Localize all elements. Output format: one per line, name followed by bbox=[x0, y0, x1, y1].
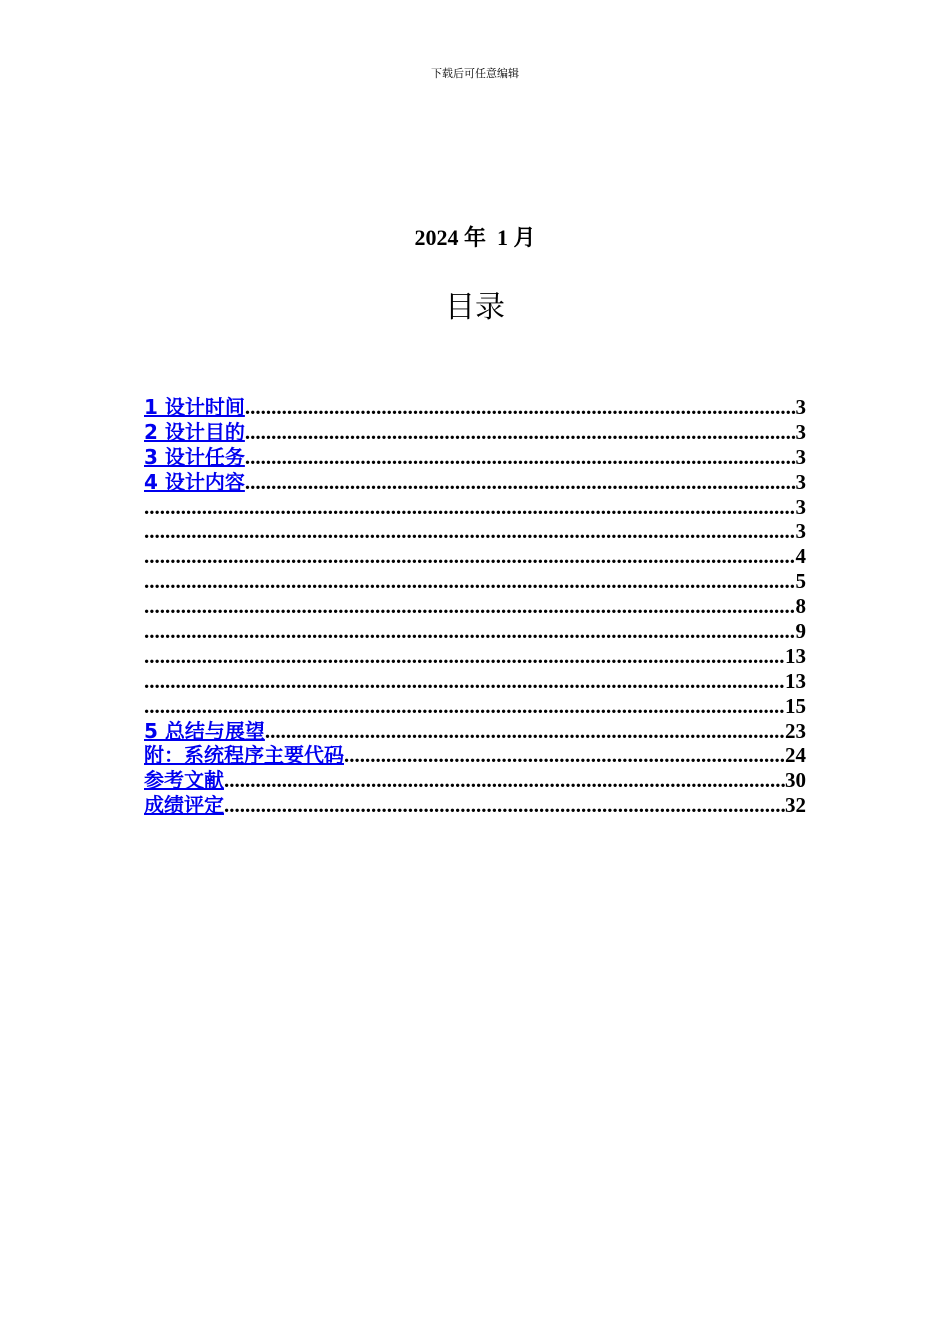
toc-leader bbox=[144, 644, 785, 669]
toc-page-number: 32 bbox=[785, 793, 806, 818]
toc-page-number: 30 bbox=[785, 768, 806, 793]
toc-leader bbox=[144, 669, 785, 694]
toc-entry[interactable] bbox=[144, 569, 806, 594]
toc-page-number: 8 bbox=[795, 594, 806, 619]
toc-entry[interactable] bbox=[144, 644, 806, 669]
toc-leader bbox=[144, 569, 796, 594]
toc-entry[interactable] bbox=[144, 544, 806, 569]
toc-leader bbox=[224, 768, 785, 793]
toc-entry[interactable] bbox=[144, 669, 806, 694]
toc-page-number: 15 bbox=[785, 693, 806, 718]
toc-entry-link[interactable]: 成绩评定 bbox=[144, 793, 224, 818]
toc-leader bbox=[144, 594, 796, 619]
toc-leader bbox=[144, 694, 785, 719]
toc-leader bbox=[144, 544, 796, 569]
toc-page-number: 13 bbox=[785, 668, 806, 693]
toc-leader bbox=[265, 719, 785, 744]
toc-entry[interactable] bbox=[144, 445, 806, 470]
toc-entry-link[interactable]: 参考文献 bbox=[144, 768, 224, 793]
toc-page-number: 4 bbox=[795, 544, 806, 569]
toc-page-number: 3 bbox=[795, 469, 806, 494]
toc-page-number: 3 bbox=[795, 419, 806, 444]
toc-leader bbox=[245, 420, 796, 445]
date-line: 2024 年 1 月 bbox=[414, 225, 536, 250]
toc-page-number: 9 bbox=[795, 619, 806, 644]
table-of-contents bbox=[144, 395, 806, 818]
toc-title: 目录 bbox=[445, 290, 505, 325]
toc-entry[interactable] bbox=[144, 594, 806, 619]
toc-leader bbox=[224, 793, 785, 818]
toc-page-number: 3 bbox=[795, 519, 806, 544]
toc-leader bbox=[245, 395, 796, 420]
toc-entry[interactable] bbox=[144, 719, 806, 744]
toc-page-number: 5 bbox=[795, 569, 806, 594]
toc-entry[interactable] bbox=[144, 694, 806, 719]
toc-entry-link[interactable]: 3 设计任务 bbox=[144, 444, 245, 469]
toc-entry[interactable] bbox=[144, 519, 806, 544]
toc-page-number: 23 bbox=[785, 718, 806, 743]
toc-leader bbox=[245, 445, 796, 470]
toc-page-number: 24 bbox=[785, 743, 806, 768]
toc-entry[interactable] bbox=[144, 420, 806, 445]
toc-page-number: 13 bbox=[785, 643, 806, 668]
toc-leader bbox=[344, 743, 785, 768]
toc-leader bbox=[144, 495, 796, 520]
toc-entry[interactable] bbox=[144, 619, 806, 644]
toc-entry-link[interactable]: 附：系统程序主要代码 bbox=[144, 743, 344, 768]
toc-page-number: 3 bbox=[795, 494, 806, 519]
toc-entry[interactable] bbox=[144, 470, 806, 495]
toc-entry-link[interactable]: 4 设计内容 bbox=[144, 469, 245, 494]
header-note: 下载后可任意编辑 bbox=[431, 67, 519, 80]
toc-entry-link[interactable]: 5 总结与展望 bbox=[144, 718, 265, 743]
toc-entry[interactable] bbox=[144, 495, 806, 520]
toc-leader bbox=[144, 519, 796, 544]
toc-entry-link[interactable]: 2 设计目的 bbox=[144, 419, 245, 444]
toc-entry[interactable] bbox=[144, 743, 806, 768]
toc-entry[interactable] bbox=[144, 768, 806, 793]
toc-entry[interactable] bbox=[144, 793, 806, 818]
toc-leader bbox=[144, 619, 796, 644]
toc-entry-link[interactable]: 1 设计时间 bbox=[144, 395, 245, 419]
toc-page-number: 3 bbox=[795, 395, 806, 419]
toc-entry[interactable] bbox=[144, 395, 806, 420]
toc-leader bbox=[245, 470, 796, 495]
toc-page-number: 3 bbox=[795, 444, 806, 469]
